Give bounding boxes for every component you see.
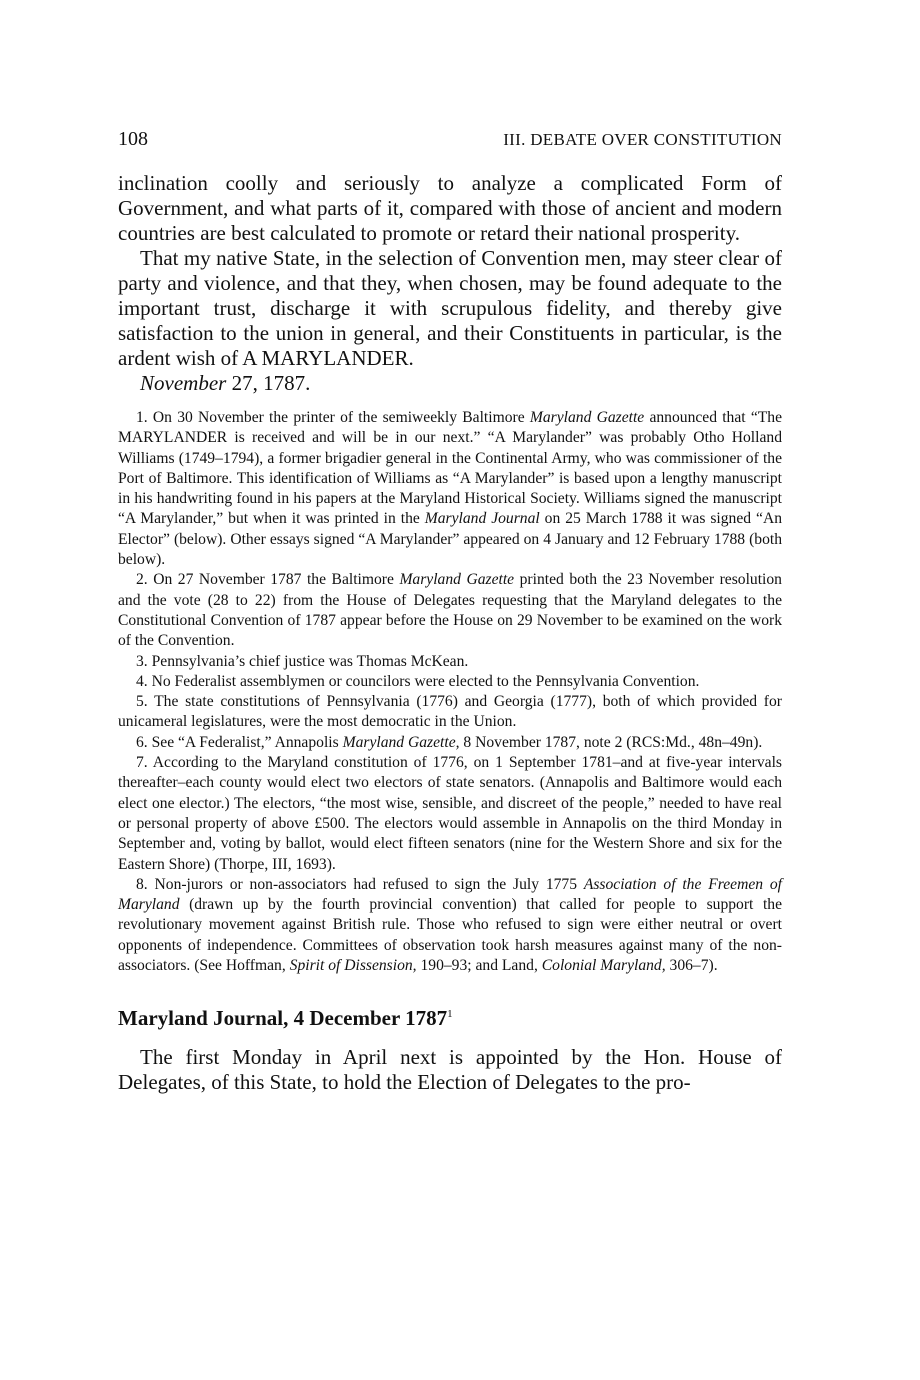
footnote-6-italic-1: Maryland Gazette, xyxy=(342,733,460,751)
footnote-1-text-a: 1. On 30 November the printer of the semiweekly Baltimore xyxy=(136,409,530,426)
footnotes xyxy=(118,408,782,976)
running-head xyxy=(118,128,782,151)
footnote-7: 7. According to the Maryland constitution of 1776, on 1 September 1781–and at five-year intervals thereafter–each county would elect two electors of state senators. (Annapolis and Baltimore would each elect one elector.) The electors, “the most wise, sensible, and discreet of the people,” needed to have real or personal property of above £500. The electors would assemble in Annapolis on the third Monday in September and, voting by ballot, would elect fifteen senators (nine for the Western Shore and six for the Eastern Shore) (Thorpe, III, 1693). xyxy=(118,754,782,873)
footnote-2 xyxy=(118,570,782,651)
footnote-8-italic-1: Association of the Freemen of Maryland xyxy=(118,875,782,914)
footnote-1-text-b: announced that “The MARYLANDER is received and will be in our next.” “A Marylander” was probably Otho Holland Williams (1749–1794), a former brigadier general in the Continental Army, who was commissioner of the Port of Baltimore. This identification of Williams as “A Marylander” is based upon a lengthy manuscript in his handwriting found in his papers at the Maryland Historical Society. Williams signed the manuscript “A Marylander,” but when it was printed in the xyxy=(118,409,782,528)
footnote-8-italic-3: Colonial Maryland, xyxy=(541,957,666,975)
section-heading-text: Maryland Journal, 4 December 1787 xyxy=(118,1006,448,1031)
footnote-6 xyxy=(118,733,782,753)
dateline xyxy=(140,371,782,396)
footnote-1-italic-1: Maryland Gazette xyxy=(529,409,645,426)
footnote-2-italic-1: Maryland Gazette xyxy=(399,571,515,589)
footnote-1-italic-2: Maryland Journal xyxy=(424,510,540,528)
footnote-5: 5. The state constitutions of Pennsylvania (1776) and Georgia (1777), both of which provided for unicameral legislatures, were the most democratic in the Union. xyxy=(118,693,782,731)
footnote-1 xyxy=(118,408,782,570)
section-heading-footnote-ref: 1 xyxy=(447,1008,453,1021)
footnote-2-text-a: 2. On 27 November 1787 the Baltimore xyxy=(136,571,400,589)
footnote-3: 3. Pennsylvania’s chief justice was Thomas McKean. xyxy=(136,652,469,670)
footnote-8-text-c: 190–93; and Land, xyxy=(416,957,542,975)
body-paragraph-2: That my native State, in the selection of Convention men, may steer clear of party and violence, and that they, when chosen, may be found adequate to the important trust, discharge it with scrupulous fidelity, and thereby give satisfaction to the union in general, and their Constituents in particular, is the ardent wish of A MARYLANDER. xyxy=(118,246,782,370)
section-heading xyxy=(118,1006,782,1031)
page-number: 108 xyxy=(118,128,148,150)
dateline-rest: 27, 1787. xyxy=(226,371,311,395)
body-paragraph-1: inclination coolly and seriously to analyze a complicated Form of Government, and what parts of it, compared with those of ancient and modern countries are best calculated to promote or retard their national prosperity. xyxy=(118,171,782,245)
footnote-8 xyxy=(118,875,782,976)
section-title: III. DEBATE OVER CONSTITUTION xyxy=(503,130,782,149)
section-paragraph-1: The first Monday in April next is appointed by the Hon. House of Delegates, of this State, to hold the Election of Delegates to the pro- xyxy=(118,1045,782,1095)
footnote-6-text-a: 6. See “A Federalist,” Annapolis xyxy=(136,733,343,751)
footnote-8-italic-2: Spirit of Dissension, xyxy=(289,957,417,975)
dateline-month: November xyxy=(140,371,227,395)
footnote-8-text-b: (drawn up by the fourth provincial convention) that called for people to support the revolutionary movement against British rule. Those who refused to sign were either neutral or overt opponents of independence. Committees of observation took harsh measures against many of the non-associators. (See Hoffman, xyxy=(118,896,782,975)
footnote-2-text-b: printed both the 23 November resolution and the vote (28 to 22) from the House of Delegates requesting that the Maryland delegates to the Constitutional Convention of 1787 appear before the House on 29 November to be examined on the work of the Convention. xyxy=(118,571,782,650)
footnote-4: 4. No Federalist assemblymen or councilors were elected to the Pennsylvania Convention. xyxy=(136,672,700,690)
page-content xyxy=(118,128,782,1095)
footnote-1-text-c: on 25 March 1788 it was signed “An Elector” (below). Other essays signed “A Marylander” appeared on 4 January and 12 February 1788 (both below). xyxy=(118,510,782,569)
footnote-8-text-d: 306–7). xyxy=(665,957,718,975)
footnote-6-text-b: 8 November 1787, note 2 (RCS:Md., 48n–49n). xyxy=(459,733,763,751)
footnote-8-text-a: 8. Non-jurors or non-associators had refused to sign the July 1775 xyxy=(136,875,584,893)
